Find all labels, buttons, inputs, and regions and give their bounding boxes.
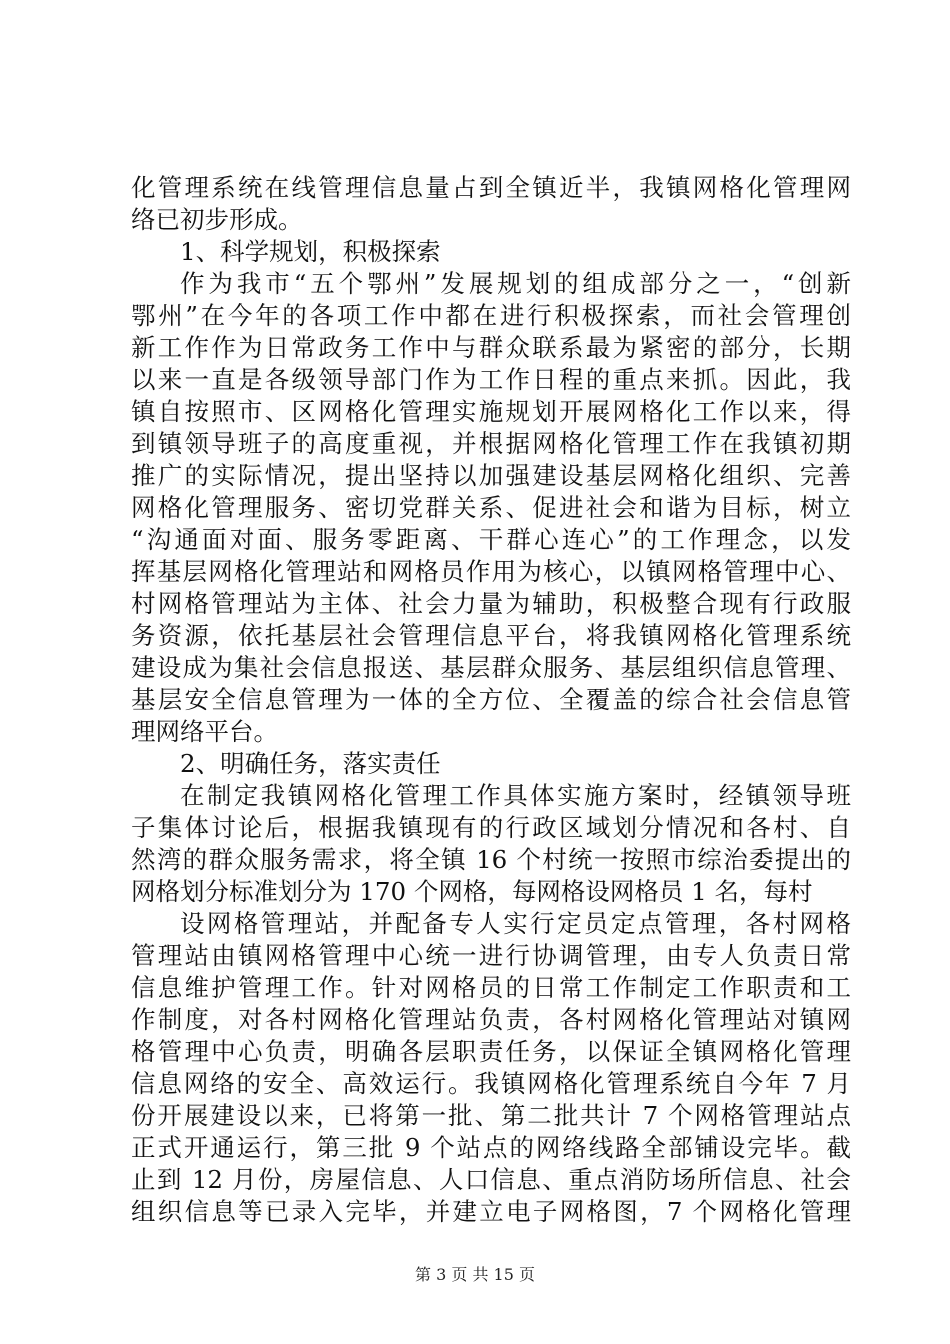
- text-line: 作为我市“五个鄂州”发展规划的组成部分之一，“创新: [180, 269, 851, 298]
- text-line: 止到 12 月份，房屋信息、人口信息、重点消防场所信息、社会: [131, 1165, 851, 1194]
- text-line: 然湾的群众服务需求，将全镇 16 个村统一按照市综治委提出的: [131, 845, 851, 874]
- text-line: 到镇领导班子的高度重视，并根据网格化管理工作在我镇初期: [131, 429, 851, 458]
- text-line: 以来一直是各级领导部门作为工作日程的重点来抓。因此，我: [131, 365, 851, 394]
- page-footer: 第 3 页 共 15 页: [415, 1265, 535, 1284]
- text-line: 务资源，依托基层社会管理信息平台，将我镇网格化管理系统: [131, 621, 851, 650]
- text-line: 2、明确任务，落实责任: [180, 749, 441, 778]
- text-line: 基层安全信息管理为一体的全方位、全覆盖的综合社会信息管: [131, 685, 851, 714]
- text-line: 组织信息等已录入完毕，并建立电子网格图，7 个网格化管理: [131, 1197, 851, 1226]
- text-line: 信息网络的安全、高效运行。我镇网格化管理系统自今年 7 月: [131, 1069, 851, 1098]
- text-line: 设网格管理站，并配备专人实行定员定点管理，各村网格: [180, 909, 851, 938]
- text-line: 作制度，对各村网格化管理站负责，各村网格化管理站对镇网: [131, 1005, 851, 1034]
- text-line: 子集体讨论后，根据我镇现有的行政区域划分情况和各村、自: [131, 813, 851, 842]
- text-line: 份开展建设以来，已将第一批、第二批共计 7 个网格管理站点: [131, 1101, 851, 1130]
- document-body: [131, 172, 851, 1228]
- text-line: 鄂州”在今年的各项工作中都在进行积极探索，而社会管理创: [131, 301, 851, 330]
- text-line: 镇自按照市、区网格化管理实施规划开展网格化工作以来，得: [131, 397, 851, 426]
- text-line: 村网格管理站为主体、社会力量为辅助，积极整合现有行政服: [131, 589, 851, 618]
- text-line: 管理站由镇网格管理中心统一进行协调管理，由专人负责日常: [131, 941, 851, 970]
- text-line: 格管理中心负责，明确各层职责任务，以保证全镇网格化管理: [131, 1037, 851, 1066]
- text-line: 网格化管理服务、密切党群关系、促进社会和谐为目标，树立: [131, 493, 851, 522]
- text-line: 建设成为集社会信息报送、基层群众服务、基层组织信息管理、: [131, 653, 851, 682]
- text-line: 信息维护管理工作。针对网格员的日常工作制定工作职责和工: [131, 973, 851, 1002]
- text-line: 化管理系统在线管理信息量占到全镇近半，我镇网格化管理网: [131, 173, 851, 202]
- text-line: 理网络平台。: [131, 717, 278, 746]
- text-line: “沟通面对面、服务零距离、干群心连心”的工作理念，以发: [131, 525, 851, 554]
- text-line: 新工作作为日常政务工作中与群众联系最为紧密的部分，长期: [131, 333, 851, 362]
- text-line: 正式开通运行，第三批 9 个站点的网络线路全部铺设完毕。截: [131, 1133, 851, 1162]
- text-line: 推广的实际情况，提出坚持以加强建设基层网格化组织、完善: [131, 461, 851, 490]
- text-line: 网格划分标准划分为 170 个网格，每网格设网格员 1 名，每村: [131, 877, 813, 906]
- text-line: 在制定我镇网格化管理工作具体实施方案时，经镇领导班: [180, 781, 851, 810]
- text-line: 挥基层网格化管理站和网格员作用为核心，以镇网格管理中心、: [131, 557, 851, 586]
- text-line: 1、科学规划，积极探索: [180, 237, 441, 266]
- text-line: 络已初步形成。: [131, 205, 303, 234]
